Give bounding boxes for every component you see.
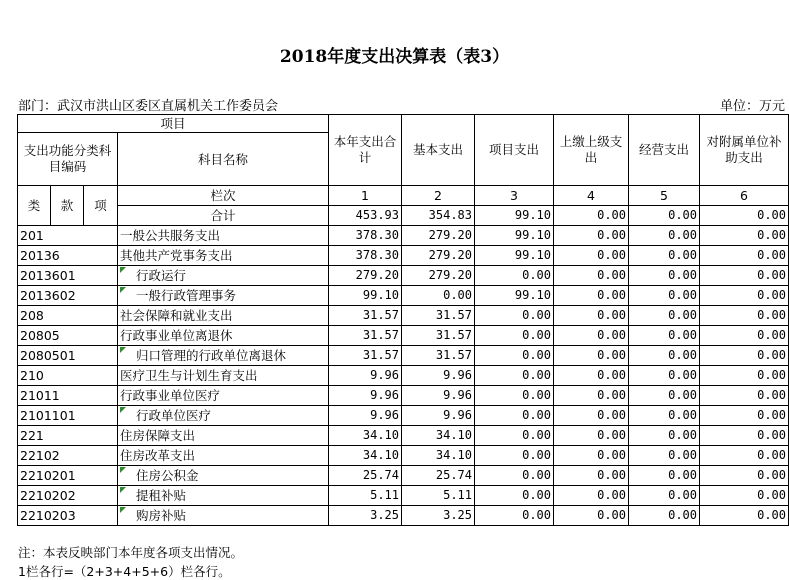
row-value: 0.00: [700, 466, 789, 486]
table-row: [18, 286, 789, 306]
cell-marker-icon: [120, 287, 126, 293]
row-value: 378.30: [329, 246, 402, 266]
row-value: 25.74: [402, 466, 475, 486]
row-name: [118, 346, 329, 366]
row-value: 0.00: [554, 386, 629, 406]
row-value: 9.96: [329, 406, 402, 426]
row-code: 22102: [18, 446, 118, 466]
table-row: [18, 446, 789, 466]
row-value: 0.00: [629, 386, 700, 406]
header-col-5: 经营支出: [629, 115, 700, 186]
row-value: 0.00: [554, 266, 629, 286]
total-label: 合计: [118, 206, 329, 226]
row-name: [118, 446, 329, 466]
table-row: [18, 406, 789, 426]
row-code: 210: [18, 366, 118, 386]
table-row: [18, 506, 789, 526]
total-value: 0.00: [554, 206, 629, 226]
row-name-text: 购房补贴: [136, 508, 187, 523]
row-value: 0.00: [554, 406, 629, 426]
row-name: [118, 386, 329, 406]
row-value: 34.10: [329, 426, 402, 446]
row-value: 0.00: [700, 506, 789, 526]
row-value: 0.00: [629, 446, 700, 466]
row-name: [118, 466, 329, 486]
row-name-text: 医疗卫生与计划生育支出: [120, 368, 258, 383]
header-col-1: 本年支出合计: [329, 115, 402, 186]
unit-label: 单位：万元: [719, 99, 785, 114]
table-row: [18, 466, 789, 486]
row-name-text: 行政事业单位离退休: [120, 328, 233, 343]
row-value: 25.74: [329, 466, 402, 486]
row-value: 0.00: [554, 246, 629, 266]
row-code: 2210203: [18, 506, 118, 526]
row-name: [118, 426, 329, 446]
row-value: 0.00: [629, 286, 700, 306]
row-value: 5.11: [402, 486, 475, 506]
note-line-1: 注：本表反映部门本年度各项支出情况。: [18, 545, 244, 560]
row-value: 9.96: [329, 386, 402, 406]
row-name-text: 住房公积金: [136, 468, 199, 483]
row-name: [118, 226, 329, 246]
expenditure-table: [17, 114, 789, 526]
row-value: 0.00: [700, 386, 789, 406]
header-col-2: 基本支出: [402, 115, 475, 186]
row-code: 2013601: [18, 266, 118, 286]
note-line-2: 1栏各行=（2+3+4+5+6）栏各行。: [18, 564, 231, 579]
row-value: 99.10: [475, 246, 554, 266]
row-value: 0.00: [700, 226, 789, 246]
row-name: [118, 486, 329, 506]
row-value: 99.10: [475, 286, 554, 306]
row-code: 20136: [18, 246, 118, 266]
row-value: 0.00: [700, 246, 789, 266]
row-name: [118, 306, 329, 326]
row-value: 0.00: [475, 306, 554, 326]
row-code: 2210201: [18, 466, 118, 486]
row-name-text: 归口管理的行政单位离退休: [136, 348, 287, 363]
cell-marker-icon: [120, 347, 126, 353]
table-row: [18, 486, 789, 506]
row-code: 201: [18, 226, 118, 246]
row-value: 0.00: [554, 286, 629, 306]
row-value: 0.00: [475, 466, 554, 486]
header-func-code: 支出功能分类科目编码: [18, 133, 118, 186]
row-code: 20805: [18, 326, 118, 346]
col-num-1: 1: [329, 186, 402, 206]
row-value: 0.00: [475, 486, 554, 506]
row-name-text: 其他共产党事务支出: [120, 248, 233, 263]
row-value: 9.96: [402, 406, 475, 426]
col-num-5: 5: [629, 186, 700, 206]
row-name-text: 提租补贴: [136, 488, 187, 503]
row-value: 31.57: [402, 326, 475, 346]
row-value: 0.00: [554, 486, 629, 506]
row-value: 31.57: [329, 306, 402, 326]
table-row: [18, 386, 789, 406]
row-value: 0.00: [700, 306, 789, 326]
row-value: 0.00: [402, 286, 475, 306]
row-value: 0.00: [475, 406, 554, 426]
row-name-text: 一般公共服务支出: [120, 228, 221, 243]
row-value: 0.00: [629, 506, 700, 526]
row-value: 99.10: [475, 226, 554, 246]
cell-marker-icon: [120, 407, 126, 413]
header-xiang: 项: [84, 186, 118, 226]
department-label: 部门：武汉市洪山区委区直属机关工作委员会: [18, 99, 279, 114]
row-value: 0.00: [554, 446, 629, 466]
row-value: 0.00: [629, 246, 700, 266]
row-value: 31.57: [329, 346, 402, 366]
total-value: 0.00: [700, 206, 789, 226]
row-name-text: 一般行政管理事务: [136, 288, 237, 303]
header-kuan: 款: [51, 186, 84, 226]
row-value: 34.10: [329, 446, 402, 466]
row-code: 2013602: [18, 286, 118, 306]
row-value: 34.10: [402, 446, 475, 466]
row-code: 2080501: [18, 346, 118, 366]
row-value: 34.10: [402, 426, 475, 446]
row-value: 0.00: [554, 466, 629, 486]
row-value: 0.00: [629, 306, 700, 326]
row-value: 0.00: [629, 486, 700, 506]
row-value: 0.00: [554, 426, 629, 446]
row-value: 31.57: [402, 306, 475, 326]
row-value: 0.00: [700, 326, 789, 346]
row-value: 378.30: [329, 226, 402, 246]
row-name-text: 行政运行: [136, 268, 187, 283]
row-value: 9.96: [329, 366, 402, 386]
col-num-6: 6: [700, 186, 789, 206]
row-value: 0.00: [629, 466, 700, 486]
row-value: 31.57: [402, 346, 475, 366]
row-value: 5.11: [329, 486, 402, 506]
header-col-3: 项目支出: [475, 115, 554, 186]
row-value: 0.00: [629, 366, 700, 386]
row-value: 0.00: [629, 406, 700, 426]
header-lei: 类: [18, 186, 51, 226]
row-value: 0.00: [475, 426, 554, 446]
table-row: [18, 246, 789, 266]
header-project: 项目: [18, 115, 329, 133]
row-value: 0.00: [475, 506, 554, 526]
table-row: [18, 426, 789, 446]
row-value: 3.25: [329, 506, 402, 526]
col-num-4: 4: [554, 186, 629, 206]
row-code: 2101101: [18, 406, 118, 426]
header-subject-name: 科目名称: [118, 133, 329, 186]
row-value: 279.20: [402, 226, 475, 246]
header-col-4: 上缴上级支出: [554, 115, 629, 186]
row-value: 0.00: [475, 266, 554, 286]
row-name-text: 住房改革支出: [120, 448, 196, 463]
header-col-order: 栏次: [118, 186, 329, 206]
cell-marker-icon: [120, 467, 126, 473]
table-row: [18, 366, 789, 386]
cell-marker-icon: [120, 507, 126, 513]
row-value: 0.00: [554, 326, 629, 346]
row-value: 0.00: [629, 326, 700, 346]
row-value: 0.00: [554, 226, 629, 246]
row-value: 0.00: [629, 226, 700, 246]
row-value: 0.00: [700, 446, 789, 466]
col-num-3: 3: [475, 186, 554, 206]
row-value: 0.00: [629, 346, 700, 366]
row-name-text: 行政单位医疗: [136, 408, 212, 423]
table-row: [18, 306, 789, 326]
table-row: [18, 226, 789, 246]
col-num-2: 2: [402, 186, 475, 206]
row-value: 0.00: [475, 386, 554, 406]
row-code: 2210202: [18, 486, 118, 506]
row-value: 0.00: [700, 286, 789, 306]
row-value: 0.00: [629, 426, 700, 446]
row-value: 279.20: [402, 246, 475, 266]
row-value: 9.96: [402, 366, 475, 386]
row-value: 0.00: [554, 366, 629, 386]
total-value: 453.93: [329, 206, 402, 226]
row-code: 21011: [18, 386, 118, 406]
table-row: [18, 266, 789, 286]
row-value: 279.20: [329, 266, 402, 286]
row-value: 9.96: [402, 386, 475, 406]
row-name-text: 住房保障支出: [120, 428, 196, 443]
row-code: 208: [18, 306, 118, 326]
row-name-text: 行政事业单位医疗: [120, 388, 221, 403]
total-value: 99.10: [475, 206, 554, 226]
row-value: 3.25: [402, 506, 475, 526]
row-value: 0.00: [475, 346, 554, 366]
total-value: 0.00: [629, 206, 700, 226]
table-row: [18, 346, 789, 366]
row-value: 0.00: [629, 266, 700, 286]
row-name: [118, 506, 329, 526]
row-name: [118, 246, 329, 266]
row-name: [118, 406, 329, 426]
row-value: 0.00: [554, 346, 629, 366]
row-code: 221: [18, 426, 118, 446]
report-title: 2018年度支出决算表（表3）: [279, 47, 510, 67]
row-value: 0.00: [475, 326, 554, 346]
header-col-6: 对附属单位补助支出: [700, 115, 789, 186]
row-name: [118, 266, 329, 286]
row-name: [118, 366, 329, 386]
row-value: 0.00: [700, 406, 789, 426]
row-value: 279.20: [402, 266, 475, 286]
table-row: [18, 326, 789, 346]
total-value: 354.83: [402, 206, 475, 226]
row-value: 0.00: [700, 426, 789, 446]
row-value: 0.00: [700, 266, 789, 286]
row-name-text: 社会保障和就业支出: [120, 308, 233, 323]
cell-marker-icon: [120, 487, 126, 493]
row-value: 0.00: [700, 486, 789, 506]
cell-marker-icon: [120, 267, 126, 273]
row-value: 31.57: [329, 326, 402, 346]
row-value: 0.00: [554, 306, 629, 326]
row-name: [118, 326, 329, 346]
row-value: 0.00: [475, 366, 554, 386]
row-value: 99.10: [329, 286, 402, 306]
row-value: 0.00: [475, 446, 554, 466]
row-value: 0.00: [554, 506, 629, 526]
row-value: 0.00: [700, 366, 789, 386]
row-name: [118, 286, 329, 306]
row-value: 0.00: [700, 346, 789, 366]
